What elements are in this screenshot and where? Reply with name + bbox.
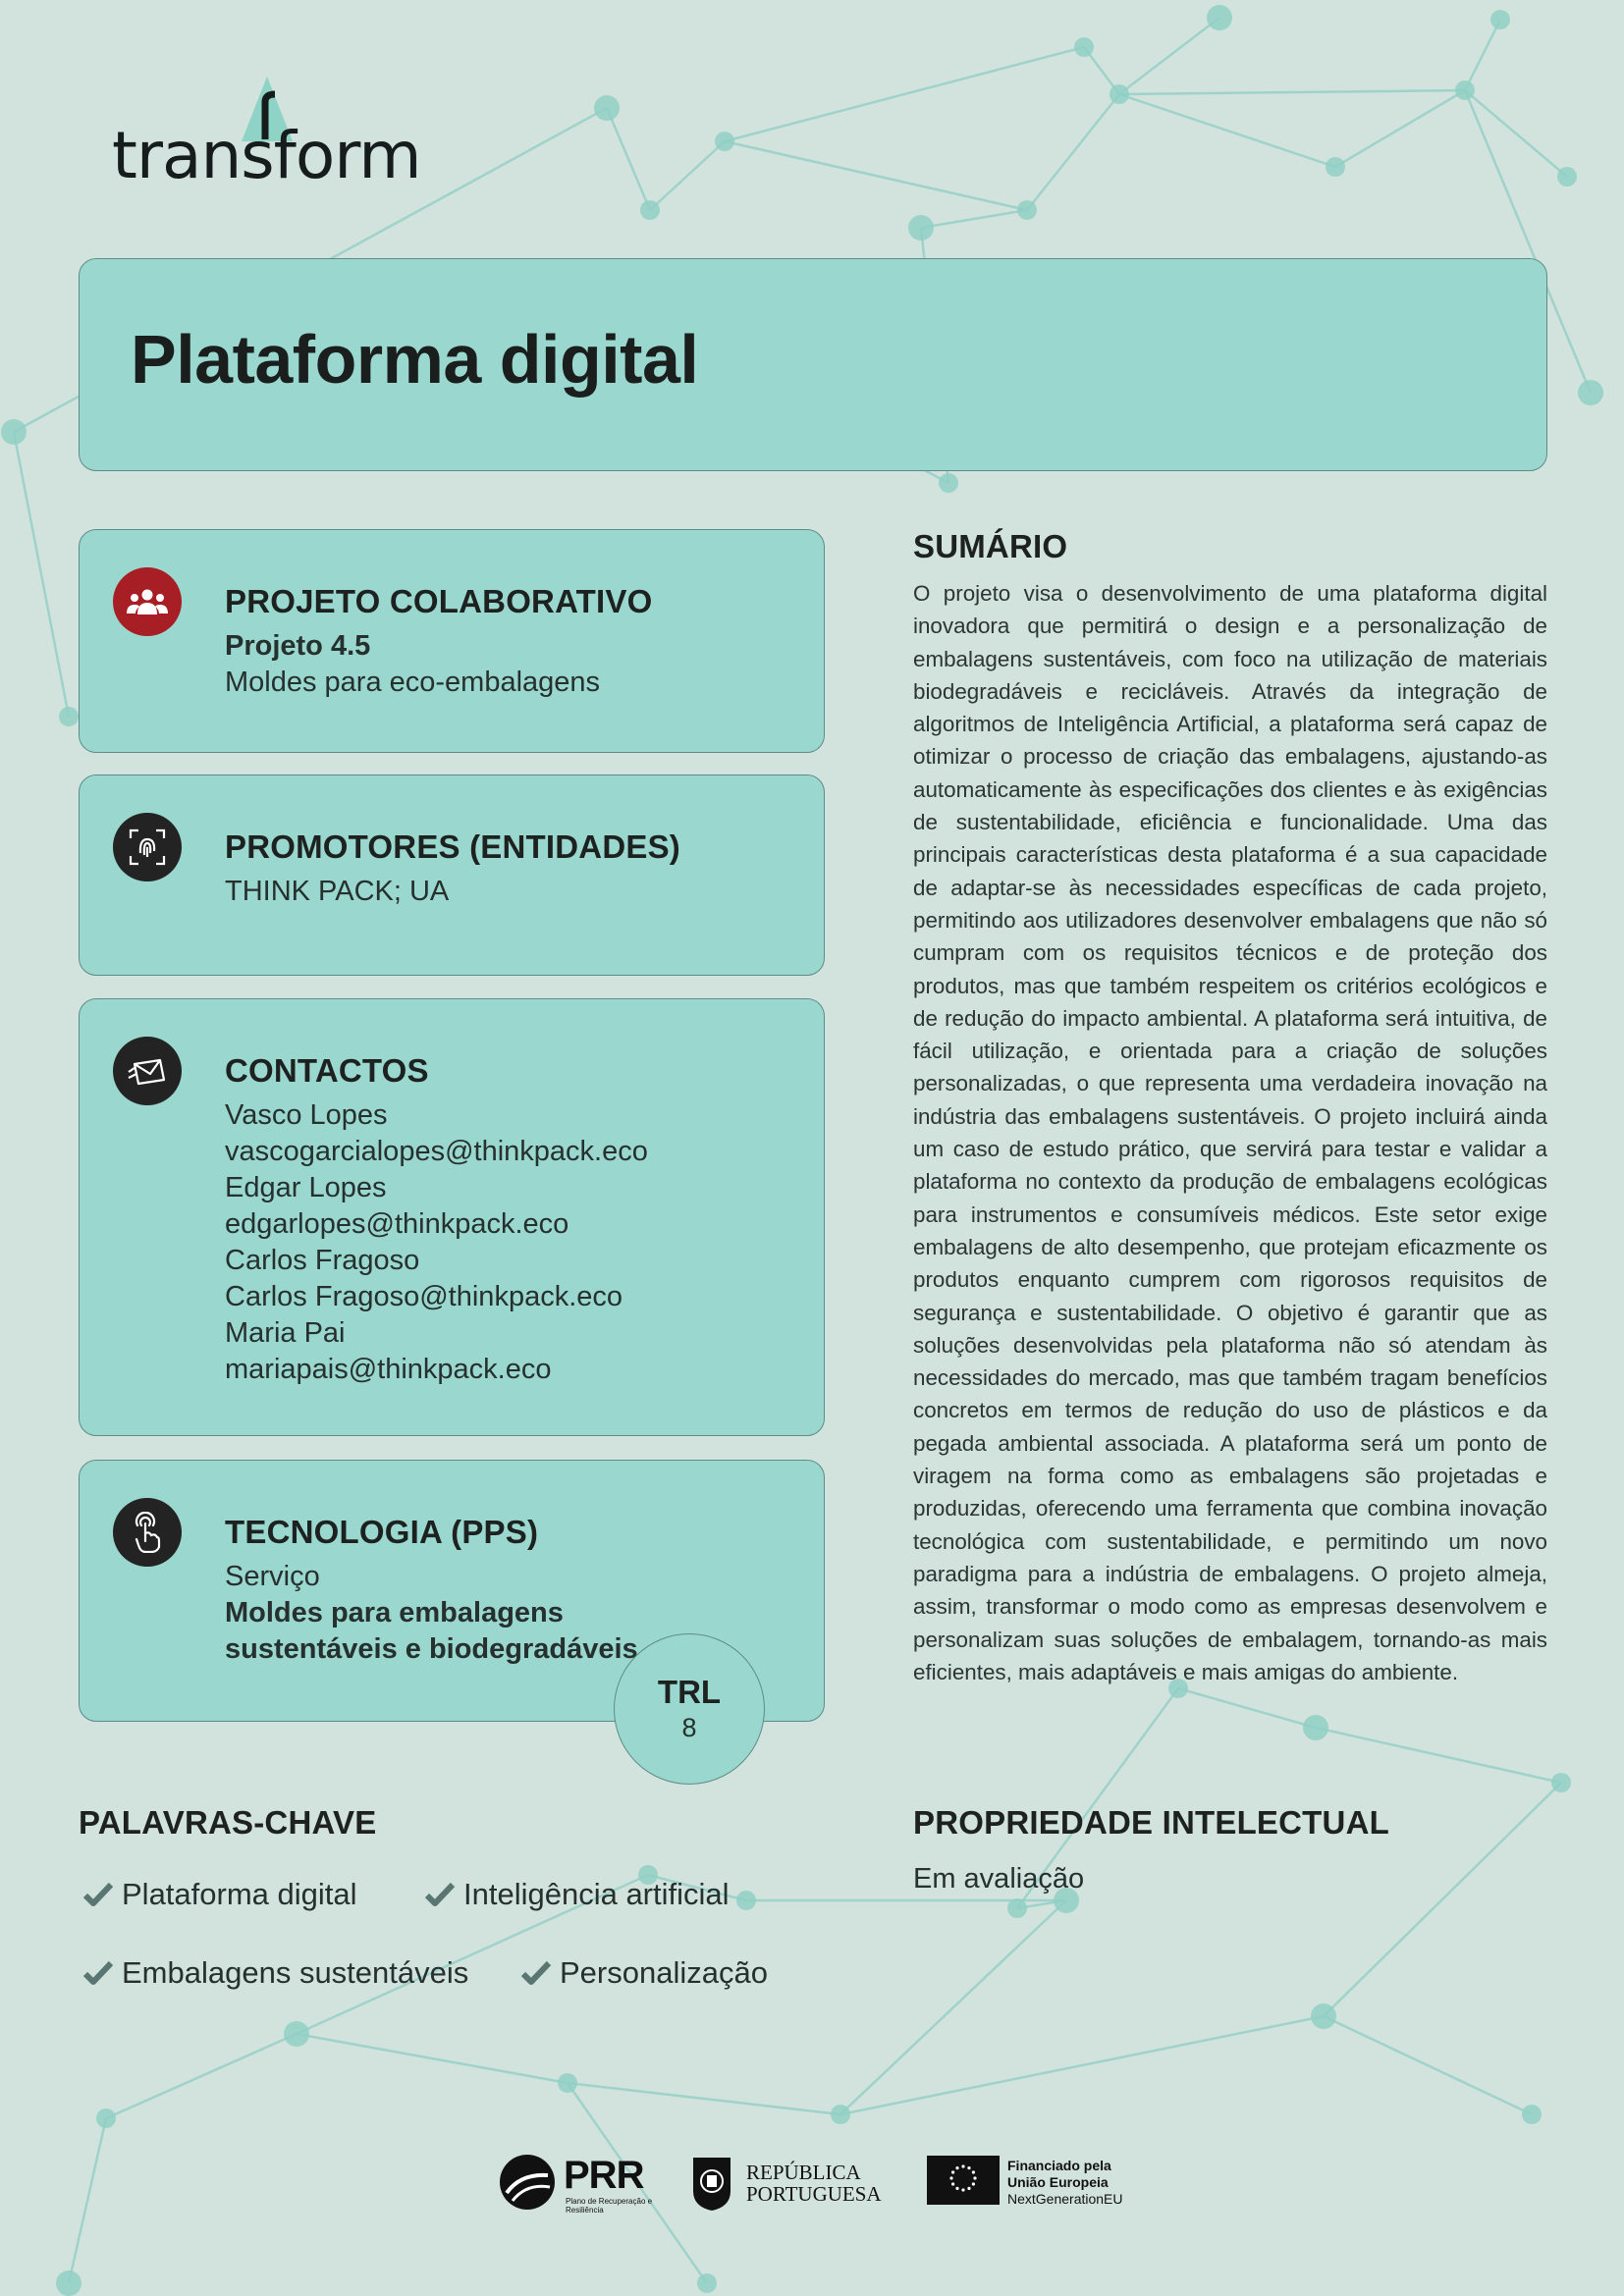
touch-hand-icon <box>113 1498 182 1567</box>
republica-line: REPÚBLICA <box>746 2161 861 2184</box>
keywords-heading: PALAVRAS-CHAVE <box>79 1804 377 1841</box>
prr-wordmark: PRR <box>564 2154 644 2197</box>
keyword-item <box>82 1877 357 1912</box>
trl-badge <box>614 1633 765 1785</box>
project-code: Projeto 4.5 <box>225 630 371 662</box>
fingerprint-scan-icon <box>113 813 182 881</box>
card-promotores <box>79 774 825 976</box>
contact-email[interactable]: edgarlopes@thinkpack.eco <box>225 1208 569 1240</box>
funding-footer <box>499 2148 1147 2216</box>
contact-line: Vasco Lopes <box>225 1099 388 1131</box>
ip-value: Em avaliação <box>913 1863 1085 1895</box>
transform-logo <box>112 75 421 193</box>
people-group-icon <box>113 567 182 636</box>
republica-emblem-icon <box>689 2152 734 2213</box>
keyword-item <box>82 1955 468 1991</box>
contact-line: Carlos Fragoso <box>225 1245 420 1276</box>
card-projeto-colaborativo <box>79 529 825 753</box>
card-contactos <box>79 998 825 1436</box>
technology-description: Moldes para embalagens <box>225 1597 564 1629</box>
contact-email[interactable]: vascogarcialopes@thinkpack.eco <box>225 1136 648 1167</box>
project-name: Moldes para eco-embalagens <box>225 667 601 698</box>
prr-logo-icon <box>499 2154 556 2211</box>
page-title: Plataforma digital <box>131 321 699 398</box>
summary-text: O projeto visa o desenvolvimento de uma plataforma digital inovadora que permitirá o design e a personalização de embalagens sustentáveis, com foco na utilização de materiais biodegradáveis e recicláveis. Através da integração de algoritmos de Inteligência Artificial, a plataforma será capaz de otimizar o processo de criação das embalagens, ajustando-as automaticamente às especificações dos clientes e às exigências de sustentabilidade, eficiência e funcionalidade. Uma das principais características desta plataforma é a sua capacidade de adaptar-se às necessidades específicas de cada projeto, permitindo aos utilizadores desenvolver embalagens que não só cumpram com os requisitos técnicos e de proteção dos produtos, mas que também respeitem os critérios ecológicos e de redução do impacto ambiental. A plataforma será intuitiva, de fácil utilização, e orientada para a criação de soluções personalizadas, o que representa uma verdadeira inovação na indústria das embalagens sustentáveis. O projeto incluirá ainda um caso de estudo prático, que servirá para testar e validar a plataforma no contexto da produção de embalagens ecológicas para instrumentos e consumíveis médicos. Este setor exige embalagens de alto desempenho, que protejam eficazmente os produtos enquanto cumprem com rigorosos requisitos de segurança e sustentabilidade. O objetivo é garantir que as soluções desenvolvidas pela plataforma não só atendam às necessidades do mercado, mas que também tragam benefícios concretos em termos de redução do uso de plásticos e da pegada ambiental associada. A plataforma será um ponto de viragem na forma como as embalagens são projetadas e produzidas, oferecendo uma ferramenta que combina inovação tecnológica com sustentabilidade, e permitindo um novo paradigma para a indústria de embalagens. O projeto almeja, assim, transformar o modo como as empresas desenvolvem e personalizam suas soluções de embalagem, tornando-as mais eficientes, mais adaptáveis e mais amigas do ambiente. <box>913 581 1547 1684</box>
technology-description: sustentáveis e biodegradáveis <box>225 1633 638 1665</box>
title-panel <box>79 258 1547 471</box>
keyword-label: Embalagens sustentáveis <box>122 1955 469 1990</box>
trl-value: 8 <box>681 1713 697 1742</box>
ip-section <box>913 1804 1547 1896</box>
keyword-item <box>520 1955 768 1991</box>
promoters-value: THINK PACK; UA <box>225 876 450 907</box>
card-heading: PROMOTORES (ENTIDADES) <box>225 828 680 865</box>
logo-wordmark: transform <box>112 118 421 193</box>
keyword-item <box>424 1877 730 1912</box>
eu-flag-icon <box>927 2156 1000 2205</box>
eu-line3: NextGenerationEU <box>1007 2191 1123 2207</box>
keyword-label: Personalização <box>560 1955 768 1990</box>
eu-funding-text <box>1007 2158 1123 2208</box>
card-heading: PROJETO COLABORATIVO <box>225 583 653 619</box>
keyword-label: Plataforma digital <box>122 1877 357 1911</box>
contact-line: Maria Pai <box>225 1317 346 1349</box>
keyword-label: Inteligência artificial <box>463 1877 730 1911</box>
check-icon <box>82 1959 114 1987</box>
check-icon <box>520 1959 552 1987</box>
check-icon <box>424 1881 456 1908</box>
portuguesa-line: PORTUGUESA <box>746 2182 882 2206</box>
check-icon <box>82 1881 114 1908</box>
trl-label: TRL <box>657 1674 722 1710</box>
summary-heading: SUMÁRIO <box>913 528 1068 564</box>
republica-portuguesa-text <box>746 2162 882 2205</box>
contact-line: Edgar Lopes <box>225 1172 387 1203</box>
handshake-envelope-icon <box>113 1037 182 1105</box>
keywords-section <box>79 1804 825 2001</box>
card-heading: CONTACTOS <box>225 1052 429 1089</box>
eu-line2: União Europeia <box>1007 2174 1109 2190</box>
eu-line1: Financiado pela <box>1007 2158 1111 2173</box>
contact-email[interactable]: Carlos Fragoso@thinkpack.eco <box>225 1281 623 1312</box>
prr-subtitle: Plano de Recuperação e Resiliência <box>566 2197 653 2215</box>
card-heading: TECNOLOGIA (PPS) <box>225 1514 539 1550</box>
summary-section <box>913 528 1547 1688</box>
technology-type: Serviço <box>225 1561 320 1592</box>
contact-email[interactable]: mariapais@thinkpack.eco <box>225 1354 552 1385</box>
ip-heading: PROPRIEDADE INTELECTUAL <box>913 1804 1389 1841</box>
